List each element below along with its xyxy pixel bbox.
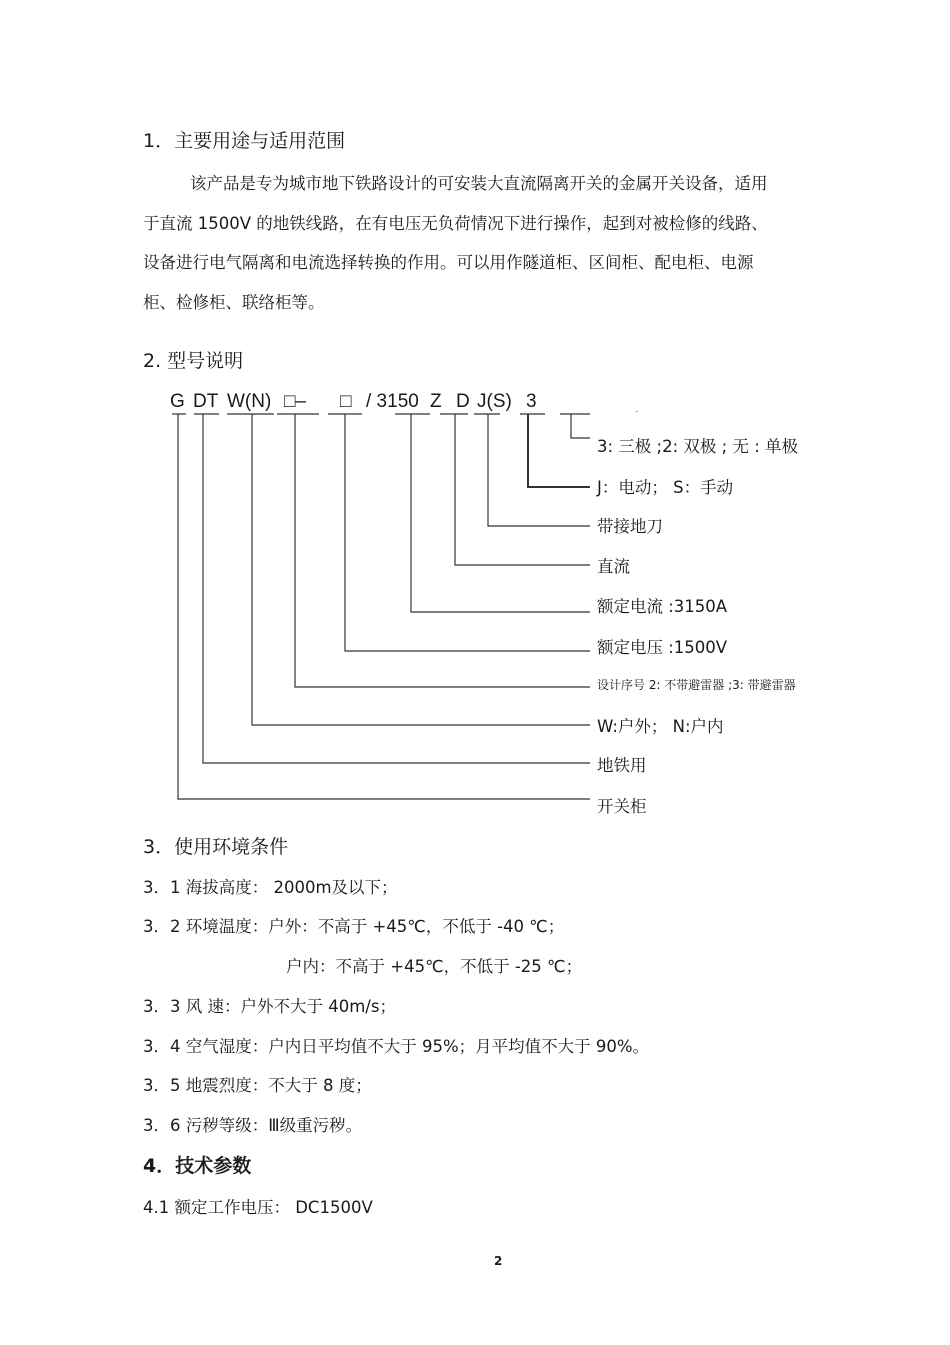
label-design-no: 设计序号 2: 不带避雷器 ;3: 带避雷器: [597, 678, 796, 692]
section3-heading: 3．使用环境条件: [143, 836, 289, 858]
section4-heading: 4．技术参数: [143, 1155, 252, 1177]
label-dc: 直流: [597, 557, 630, 576]
code-part-z: Z: [430, 391, 442, 412]
section1-line-3: 设备进行电气隔离和电流选择转换的作用。可以用作隧道柜、区间柜、配电柜、电源: [143, 253, 754, 272]
label-earthing: 带接地刀: [597, 517, 663, 536]
condition-pollution: 3．6 污秽等级：Ⅲ级重污秽。: [143, 1116, 363, 1135]
leader-rated-voltage: [345, 414, 590, 651]
label-indoor-outdoor: W:户外； N:户内: [597, 717, 724, 736]
leader-earthing: [488, 414, 590, 526]
code-part-box1: □–: [284, 391, 307, 412]
section1-line-2: 于直流 1500V 的地铁线路，在有电压无负荷情况下进行操作，起到对被检修的线路、: [143, 214, 768, 233]
condition-altitude: 3．1 海拔高度： 2000m及以下；: [143, 878, 398, 897]
page-number: 2: [494, 1254, 503, 1268]
section1-line-1: 该产品是专为城市地下铁路设计的可安装大直流隔离开关的金属开关设备，适用: [190, 174, 768, 193]
label-operation: J：电动； S：手动: [597, 478, 734, 497]
label-poles: 3: 三极 ;2: 双极 ; 无 : 单极: [597, 437, 799, 456]
code-part-js: J(S): [477, 391, 512, 412]
label-rated-voltage: 额定电压 :1500V: [597, 638, 728, 657]
code-part-3: 3: [526, 391, 537, 412]
section1-line-4: 柜、检修柜、联络柜等。: [143, 293, 325, 312]
leader-indoor-outdoor: [252, 414, 590, 725]
leader-rated-current: [411, 414, 590, 612]
condition-humidity: 3．4 空气湿度：户内日平均值不大于 95%；月平均值不大于 90%。: [143, 1037, 650, 1056]
param-rated-voltage: 4.1 额定工作电压： DC1500V: [143, 1198, 373, 1217]
section1-heading: 1．主要用途与适用范围: [143, 130, 346, 152]
label-metro: 地铁用: [597, 756, 647, 775]
leader-operation: [528, 414, 590, 487]
code-part-box2: □: [340, 391, 352, 412]
leader-poles: [571, 414, 590, 438]
section2-heading: 2. 型号说明: [143, 350, 244, 372]
code-part-wn: W(N): [227, 391, 272, 412]
code-part-dt: DT: [193, 391, 219, 412]
condition-seismic: 3．5 地震烈度：不大于 8 度；: [143, 1076, 372, 1095]
leader-metro: [203, 414, 590, 763]
condition-temp-indoor: 户内：不高于 +45℃，不低于 -25 ℃；: [286, 957, 583, 976]
code-part-d: D: [456, 391, 470, 412]
condition-temp-outdoor: 3．2 环境温度：户外：不高于 +45℃，不低于 -40 ℃；: [143, 917, 565, 936]
leader-design-no: [295, 414, 590, 687]
code-part-g: G: [170, 391, 185, 412]
label-switchgear: 开关柜: [597, 797, 647, 816]
code-part-3150: / 3150: [366, 391, 419, 412]
stray-dot: [636, 411, 638, 412]
leader-dc: [455, 414, 590, 565]
condition-wind: 3．3 风 速：户外不大于 40m/s；: [143, 997, 396, 1016]
label-rated-current: 额定电流 :3150A: [597, 597, 728, 616]
